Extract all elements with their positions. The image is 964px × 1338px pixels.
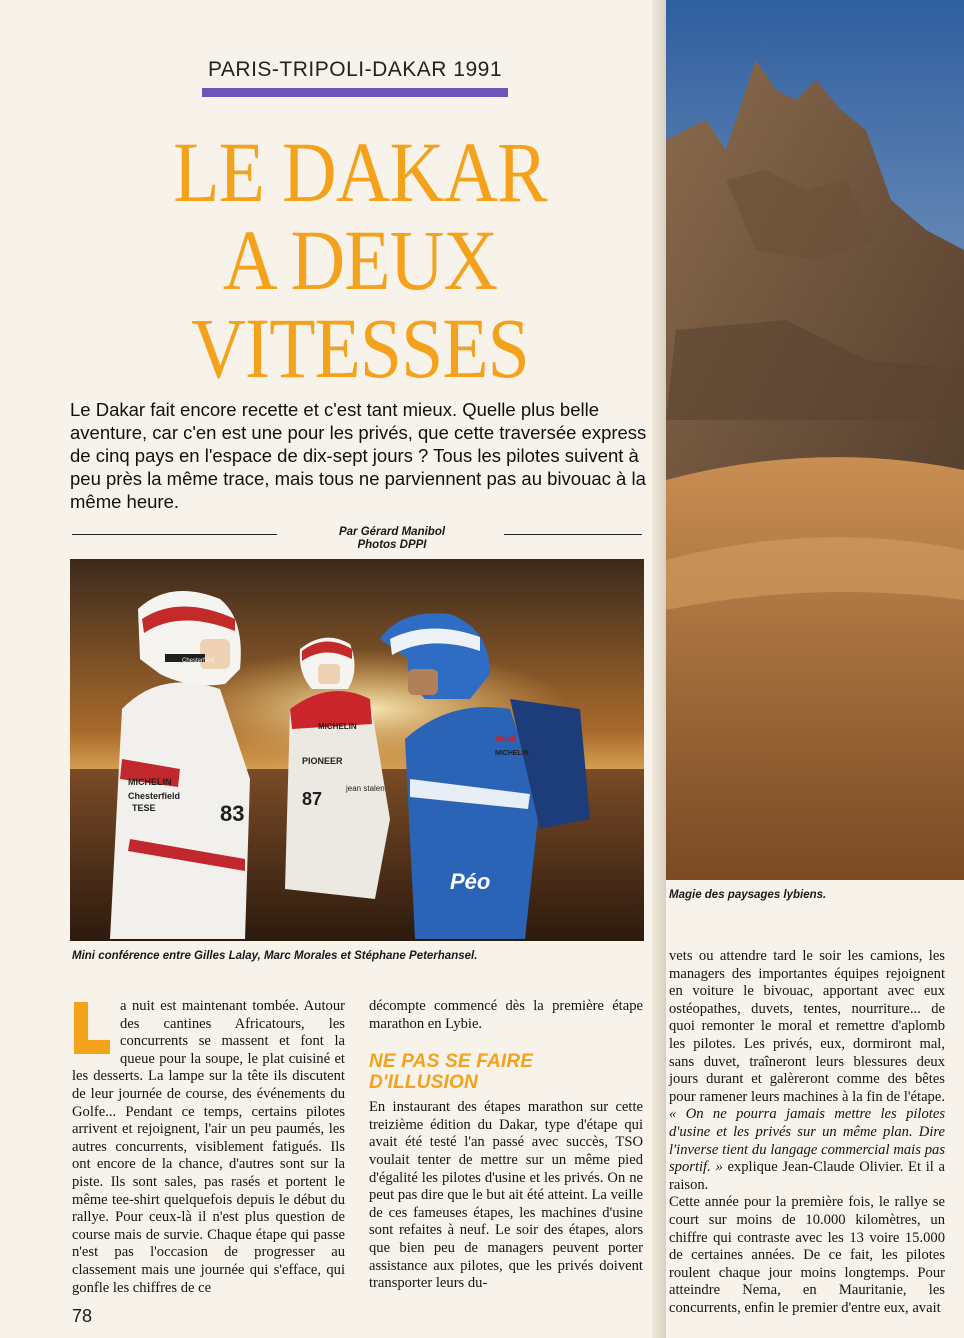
page-gutter (652, 0, 666, 1338)
byline-author: Par Gérard Manibol (338, 526, 446, 538)
bib-left: 83 (220, 801, 245, 826)
column-3-text-b: explique Jean-Claude Olivier. Et il a raison. (669, 1159, 945, 1193)
headline-line-3: VITESSES (191, 300, 529, 396)
byline-rule-right (504, 534, 642, 535)
headline (105, 124, 615, 396)
drop-cap-l (72, 1002, 112, 1054)
page-number: 78 (72, 1306, 93, 1326)
lead-paragraph: Le Dakar fait encore recette et c'est tant mieux. Quelle plus belle aventure, car c'en est une pour les privés, que cette traversée express de cinq pays en l'espace de dix-sept jours ? Tous les pilotes suivent à peu près la même trace, mais tous ne parviennent pas au bivouac à la même heure. (70, 399, 647, 512)
suit-mid-text-1: MICHELIN (318, 722, 357, 731)
helmet-left-text: Chesterfield (182, 658, 215, 664)
byline-rule-left (72, 534, 277, 535)
subheading: NE PAS SE FAIRE D'ILLUSION (369, 1051, 534, 1094)
article-column-2 (369, 998, 643, 1293)
suit-mid-text-2: PIONEER (302, 756, 343, 766)
column-1-text: a nuit est maintenant tombée. Autour des cantines Africatours, les concurrents se massent et font la queue pour la soupe, le plat cuisiné et les desserts. La lampe sur la tête ils discutent de leur journée de course, des événements du Golfe... Pendant ce temps, certains pilotes arrivent et rejoignent, l'air un peu paumés, les autres concurrents, visiblement fatigués. Ils ont encore de la chance, d'autres sont sur la piste. Ils sont sales, pas rasés et portent le même tee-shirt quelquefois depuis le début du rallye. Pour ceux-là il n'est plus question de course mais de survie. Chaque étape qui passe n'est pas l'occasion de progresser au classement mais une journée qui s'efface, qui gonfle les chiffres de ce (72, 998, 345, 1296)
headline-line-2: A DEUX (222, 212, 498, 308)
column-2-paragraph-2: En instaurant des étapes marathon sur cette treizième édition du Dakar, type d'étape qui avait été testé l'an passé avec succès, TSO voulait tenter de mettre sur un même pied d'égalité les pilotes d'usine et les privés. On ne peut pas dire que le but ait été atteint. La veille de ces fameuses étapes, les machines d'usine sont refaites à neuf. Le soir des étapes, alors que bien peu de managers peuvent porter assistance aux pilotes, que les privés doivent transporter leurs du- (369, 1099, 643, 1292)
main-photo-caption: Mini conférence entre Gilles Lalay, Marc Morales et Stéphane Peterhansel. (72, 950, 478, 962)
suit-right-text-3: Péo (450, 869, 491, 894)
column-3-paragraph-2: Cette année pour la première fois, le rallye se court sur moins de 10.000 kilomètres, un chiffre qui contraste avec les 13 voire 15.000 de certaines années. De ce fait, les pilotes roulent chaque jour moins longtemps. Pour atteindre Nema, en Mauritanie, les concurrents, enfin le premier d'entre eux, avait (669, 1194, 945, 1316)
suit-right-text-2: MICHELIN (495, 750, 529, 757)
article-column-3 (669, 948, 945, 1317)
headline-line-1: LE DAKAR (173, 124, 547, 220)
kicker-underline (202, 88, 508, 97)
byline-photos: Photos DPPI (357, 539, 427, 551)
article-column-1 (72, 998, 345, 1297)
drop-cap-letter: L (72, 1002, 73, 1003)
byline (72, 526, 642, 562)
suit-left-text-3: TESE (132, 803, 156, 813)
landscape-photo (666, 0, 964, 880)
kicker: PARIS-TRIPOLI-DAKAR 1991 (207, 58, 503, 81)
column-3-text-a: vets ou attendre tard le soir les camions, les managers des importantes équipes rejoignent en voiture le bivouac, apportant avec eux ostéopathes, duvets, tentes, nourriture... de quoi remonter le moral et remettre d'aplomb les pilotes. Les privés, eux, dormiront mal, sans duvet, traîneront leurs blessures deux jours durant et galèreront comme des bêtes pour ramener leurs machines à la fin de l'étape. (669, 948, 945, 1105)
suit-left-text-2: MICHELIN (128, 777, 172, 787)
column-3-paragraph-1 (669, 948, 945, 1194)
suit-right-text-1: Mobil (495, 734, 516, 743)
column-2-paragraph-1: décompte commencé dès la première étape marathon en Lybie. (369, 998, 643, 1032)
riders-photo (70, 559, 644, 941)
landscape-photo-caption: Magie des paysages lybiens. (669, 889, 827, 901)
bib-mid: 87 (302, 789, 323, 809)
riders-photo-illustration (70, 559, 644, 941)
suit-left-text-1: Chesterfield (128, 791, 181, 801)
landscape-photo-illustration (666, 0, 964, 880)
pull-quote: « On ne pourra jamais mettre les pilotes d'usine et les privés sur un même plan. Dire l'inverse tient du langage commercial mais pas sportif. » (669, 1106, 945, 1176)
suit-mid-text-3: jean stalen (346, 784, 385, 793)
